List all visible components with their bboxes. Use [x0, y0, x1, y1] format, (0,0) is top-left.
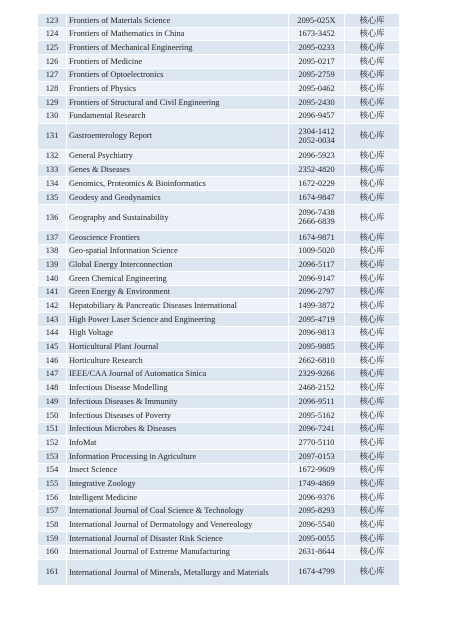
category-label: 核心库 — [345, 491, 400, 505]
table-row — [38, 491, 400, 505]
issn-value: 2352-4820 — [298, 165, 335, 175]
issn-value: 1674-9871 — [298, 232, 335, 242]
row-number: 130 — [38, 109, 67, 123]
journal-title: Geography and Sustainability — [67, 204, 289, 230]
category-label: 核心库 — [345, 313, 400, 327]
table-row — [38, 313, 400, 327]
row-number: 137 — [38, 231, 67, 245]
issn-value: 2095-2759 — [298, 70, 335, 80]
issn-cell — [289, 285, 345, 299]
issn-value: 2096-2797 — [298, 287, 335, 297]
table-row — [38, 285, 400, 299]
table-row — [38, 299, 400, 313]
issn-cell — [289, 299, 345, 313]
category-label: 核心库 — [345, 381, 400, 395]
journal-title: Frontiers of Physics — [67, 82, 289, 96]
issn-value: 1673-3452 — [298, 29, 335, 39]
category-label: 核心库 — [345, 285, 400, 299]
table-row — [38, 41, 400, 55]
row-number: 154 — [38, 463, 67, 477]
issn-value: 2097-0153 — [298, 451, 335, 461]
issn-value: 2662-6810 — [298, 355, 335, 365]
journal-title: IEEE/CAA Journal of Automatica Sinica — [67, 367, 289, 381]
row-number: 145 — [38, 340, 67, 354]
issn-value: 2095-0217 — [298, 56, 335, 66]
issn-value: 2096-9147 — [298, 273, 335, 283]
row-number: 156 — [38, 491, 67, 505]
issn-value: 2095-5162 — [298, 410, 335, 420]
journal-title: Geo-spatial Information Science — [67, 244, 289, 258]
row-number: 143 — [38, 313, 67, 327]
table-row — [38, 559, 400, 585]
category-label: 核心库 — [345, 450, 400, 464]
issn-cell — [289, 326, 345, 340]
category-label: 核心库 — [345, 244, 400, 258]
issn-value: 2770-5110 — [298, 437, 335, 447]
journal-title: Intelligent Medicine — [67, 491, 289, 505]
issn-value: 2096-5540 — [298, 520, 335, 530]
category-label: 核心库 — [345, 96, 400, 110]
issn-value: 1672-9609 — [298, 465, 335, 475]
journal-title: High Power Laser Science and Engineering — [67, 313, 289, 327]
issn-cell — [289, 381, 345, 395]
category-label: 核心库 — [345, 258, 400, 272]
journal-title: Green Chemical Engineering — [67, 272, 289, 286]
journal-title: International Journal of Dermatology and Venereology — [67, 518, 289, 532]
issn-cell — [289, 395, 345, 409]
row-number: 133 — [38, 163, 67, 177]
issn-value: 2096-9511 — [298, 396, 335, 406]
issn-value: 1499-3872 — [298, 301, 335, 311]
category-label: 核心库 — [345, 532, 400, 546]
journal-title: International Journal of Minerals, Metallurgy and Materials — [67, 559, 289, 585]
issn-cell — [289, 313, 345, 327]
issn-cell — [289, 258, 345, 272]
category-label: 核心库 — [345, 27, 400, 41]
issn-cell — [289, 272, 345, 286]
issn-value: 2468-2152 — [298, 383, 335, 393]
row-number: 129 — [38, 96, 67, 110]
row-number: 159 — [38, 532, 67, 546]
issn-value: 2095-0462 — [298, 83, 335, 93]
issn-value: 1749-4869 — [298, 478, 335, 488]
journal-title: Information Processing in Agriculture — [67, 450, 289, 464]
issn-cell — [289, 123, 345, 149]
issn-value: 2096-9457 — [298, 111, 335, 121]
journal-title: Horticulture Research — [67, 354, 289, 368]
issn-cell — [289, 204, 345, 230]
issn-cell — [289, 190, 345, 204]
table-row — [38, 422, 400, 436]
category-label: 核心库 — [345, 82, 400, 96]
row-number: 132 — [38, 149, 67, 163]
row-number: 128 — [38, 82, 67, 96]
journal-title: Global Energy Interconnection — [67, 258, 289, 272]
category-label: 核心库 — [345, 14, 400, 28]
category-label: 核心库 — [345, 395, 400, 409]
issn-cell — [289, 109, 345, 123]
table-row — [38, 354, 400, 368]
journal-title: Horticultural Plant Journal — [67, 340, 289, 354]
issn-cell — [289, 163, 345, 177]
table-row — [38, 123, 400, 149]
row-number: 148 — [38, 381, 67, 395]
issn-cell — [289, 450, 345, 464]
issn-cell — [289, 177, 345, 191]
issn-cell — [289, 532, 345, 546]
table-row — [38, 504, 400, 518]
journal-title: International Journal of Extreme Manufacturing — [67, 545, 289, 559]
row-number: 144 — [38, 326, 67, 340]
category-label: 核心库 — [345, 299, 400, 313]
journal-title: General Psychiatry — [67, 149, 289, 163]
journal-title: Frontiers of Mechanical Engineering — [67, 41, 289, 55]
category-label: 核心库 — [345, 149, 400, 163]
row-number: 139 — [38, 258, 67, 272]
issn-value: 2095-9885 — [298, 342, 335, 352]
category-label: 核心库 — [345, 545, 400, 559]
issn-value: 2052-0034 — [298, 136, 335, 146]
issn-cell — [289, 422, 345, 436]
journal-table — [37, 13, 400, 586]
issn-cell — [289, 463, 345, 477]
issn-value: 2095-8293 — [298, 506, 335, 516]
issn-cell — [289, 559, 345, 585]
journal-title: Geoscience Frontiers — [67, 231, 289, 245]
issn-value: 2666-6839 — [298, 217, 335, 227]
issn-value: 2096-7438 — [298, 207, 335, 217]
journal-title: Frontiers of Optoelectronics — [67, 68, 289, 82]
journal-title: Frontiers of Structural and Civil Engineering — [67, 96, 289, 110]
table-row — [38, 109, 400, 123]
row-number: 138 — [38, 244, 67, 258]
issn-value: 2096-5923 — [298, 151, 335, 161]
category-label: 核心库 — [345, 204, 400, 230]
row-number: 136 — [38, 204, 67, 230]
issn-cell — [289, 149, 345, 163]
issn-cell — [289, 96, 345, 110]
issn-value: 2096-5117 — [298, 259, 335, 269]
table-row — [38, 27, 400, 41]
category-label: 核心库 — [345, 354, 400, 368]
issn-value: 2095-025X — [297, 15, 336, 25]
row-number: 146 — [38, 354, 67, 368]
issn-cell — [289, 408, 345, 422]
table-row — [38, 68, 400, 82]
table-row — [38, 408, 400, 422]
issn-value: 2329-9266 — [298, 369, 335, 379]
journal-title: Integrative Zoology — [67, 477, 289, 491]
issn-cell — [289, 55, 345, 69]
journal-title: Frontiers of Mathematics in China — [67, 27, 289, 41]
table-row — [38, 258, 400, 272]
journal-title: Green Energy & Environment — [67, 285, 289, 299]
table-row — [38, 14, 400, 28]
issn-cell — [289, 367, 345, 381]
row-number: 131 — [38, 123, 67, 149]
table-row — [38, 55, 400, 69]
table-row — [38, 463, 400, 477]
table-row — [38, 244, 400, 258]
issn-value: 1672-0229 — [298, 178, 335, 188]
table-row — [38, 518, 400, 532]
table-row — [38, 204, 400, 230]
category-label: 核心库 — [345, 518, 400, 532]
row-number: 125 — [38, 41, 67, 55]
table-row — [38, 545, 400, 559]
category-label: 核心库 — [345, 231, 400, 245]
issn-value: 2096-9813 — [298, 328, 335, 338]
category-label: 核心库 — [345, 408, 400, 422]
issn-value: 1674-4799 — [298, 567, 335, 577]
row-number: 158 — [38, 518, 67, 532]
issn-value: 1674-9847 — [298, 192, 335, 202]
issn-cell — [289, 545, 345, 559]
journal-title: International Journal of Coal Science & Technology — [67, 504, 289, 518]
issn-value: 2096-7241 — [298, 424, 335, 434]
issn-cell — [289, 518, 345, 532]
issn-value: 2096-9376 — [298, 492, 335, 502]
row-number: 152 — [38, 436, 67, 450]
journal-title: Genomics, Proteomics & Bioinformatics — [67, 177, 289, 191]
category-label: 核心库 — [345, 559, 400, 585]
category-label: 核心库 — [345, 177, 400, 191]
journal-title: Frontiers of Medicine — [67, 55, 289, 69]
category-label: 核心库 — [345, 422, 400, 436]
journal-title: Insect Science — [67, 463, 289, 477]
journal-title: Infectious Disease Modelling — [67, 381, 289, 395]
category-label: 核心库 — [345, 41, 400, 55]
journal-title: InfoMat — [67, 436, 289, 450]
category-label: 核心库 — [345, 123, 400, 149]
table-row — [38, 381, 400, 395]
table-row — [38, 436, 400, 450]
category-label: 核心库 — [345, 340, 400, 354]
row-number: 147 — [38, 367, 67, 381]
row-number: 141 — [38, 285, 67, 299]
issn-cell — [289, 491, 345, 505]
table-row — [38, 272, 400, 286]
journal-title: Fundamental Research — [67, 109, 289, 123]
category-label: 核心库 — [345, 436, 400, 450]
table-row — [38, 340, 400, 354]
journal-title: Geodesy and Geodynamics — [67, 190, 289, 204]
issn-value: 2095-4719 — [298, 314, 335, 324]
table-row — [38, 96, 400, 110]
issn-cell — [289, 354, 345, 368]
journal-title: Infectious Diseases of Poverty — [67, 408, 289, 422]
journal-title: Infectious Microbes & Diseases — [67, 422, 289, 436]
category-label: 核心库 — [345, 463, 400, 477]
row-number: 160 — [38, 545, 67, 559]
table-row — [38, 177, 400, 191]
issn-cell — [289, 504, 345, 518]
row-number: 153 — [38, 450, 67, 464]
journal-title: Gastroenterology Report — [67, 123, 289, 149]
table-row — [38, 326, 400, 340]
row-number: 161 — [38, 559, 67, 585]
row-number: 124 — [38, 27, 67, 41]
issn-value: 2095-0055 — [298, 533, 335, 543]
issn-cell — [289, 68, 345, 82]
journal-title: Hepatobiliary & Pancreatic Diseases International — [67, 299, 289, 313]
category-label: 核心库 — [345, 190, 400, 204]
category-label: 核心库 — [345, 55, 400, 69]
table-row — [38, 190, 400, 204]
issn-cell — [289, 27, 345, 41]
category-label: 核心库 — [345, 163, 400, 177]
row-number: 127 — [38, 68, 67, 82]
issn-cell — [289, 244, 345, 258]
row-number: 150 — [38, 408, 67, 422]
table-row — [38, 477, 400, 491]
table-row — [38, 450, 400, 464]
table-row — [38, 163, 400, 177]
journal-title: Genes & Diseases — [67, 163, 289, 177]
row-number: 151 — [38, 422, 67, 436]
category-label: 核心库 — [345, 326, 400, 340]
issn-cell — [289, 82, 345, 96]
category-label: 核心库 — [345, 272, 400, 286]
row-number: 155 — [38, 477, 67, 491]
table-row — [38, 149, 400, 163]
journal-rows — [38, 14, 400, 586]
row-number: 157 — [38, 504, 67, 518]
table-row — [38, 532, 400, 546]
issn-cell — [289, 340, 345, 354]
issn-cell — [289, 231, 345, 245]
table-row — [38, 231, 400, 245]
issn-cell — [289, 436, 345, 450]
category-label: 核心库 — [345, 367, 400, 381]
journal-title: International Journal of Disaster Risk Science — [67, 532, 289, 546]
issn-value: 1009-5020 — [298, 246, 335, 256]
table-row — [38, 82, 400, 96]
issn-cell — [289, 41, 345, 55]
row-number: 140 — [38, 272, 67, 286]
row-number: 134 — [38, 177, 67, 191]
category-label: 核心库 — [345, 109, 400, 123]
issn-cell — [289, 14, 345, 28]
issn-value: 2095-0233 — [298, 42, 335, 52]
issn-cell — [289, 477, 345, 491]
category-label: 核心库 — [345, 504, 400, 518]
journal-title: Infectious Diseases & Immunity — [67, 395, 289, 409]
row-number: 149 — [38, 395, 67, 409]
row-number: 142 — [38, 299, 67, 313]
row-number: 135 — [38, 190, 67, 204]
row-number: 126 — [38, 55, 67, 69]
category-label: 核心库 — [345, 68, 400, 82]
issn-value: 2631-8644 — [298, 547, 335, 557]
issn-value: 2095-2430 — [298, 97, 335, 107]
row-number: 123 — [38, 14, 67, 28]
journal-title: High Voltage — [67, 326, 289, 340]
journal-title: Frontiers of Materials Science — [67, 14, 289, 28]
table-row — [38, 367, 400, 381]
issn-value: 2304-1412 — [298, 126, 335, 136]
category-label: 核心库 — [345, 477, 400, 491]
table-row — [38, 395, 400, 409]
